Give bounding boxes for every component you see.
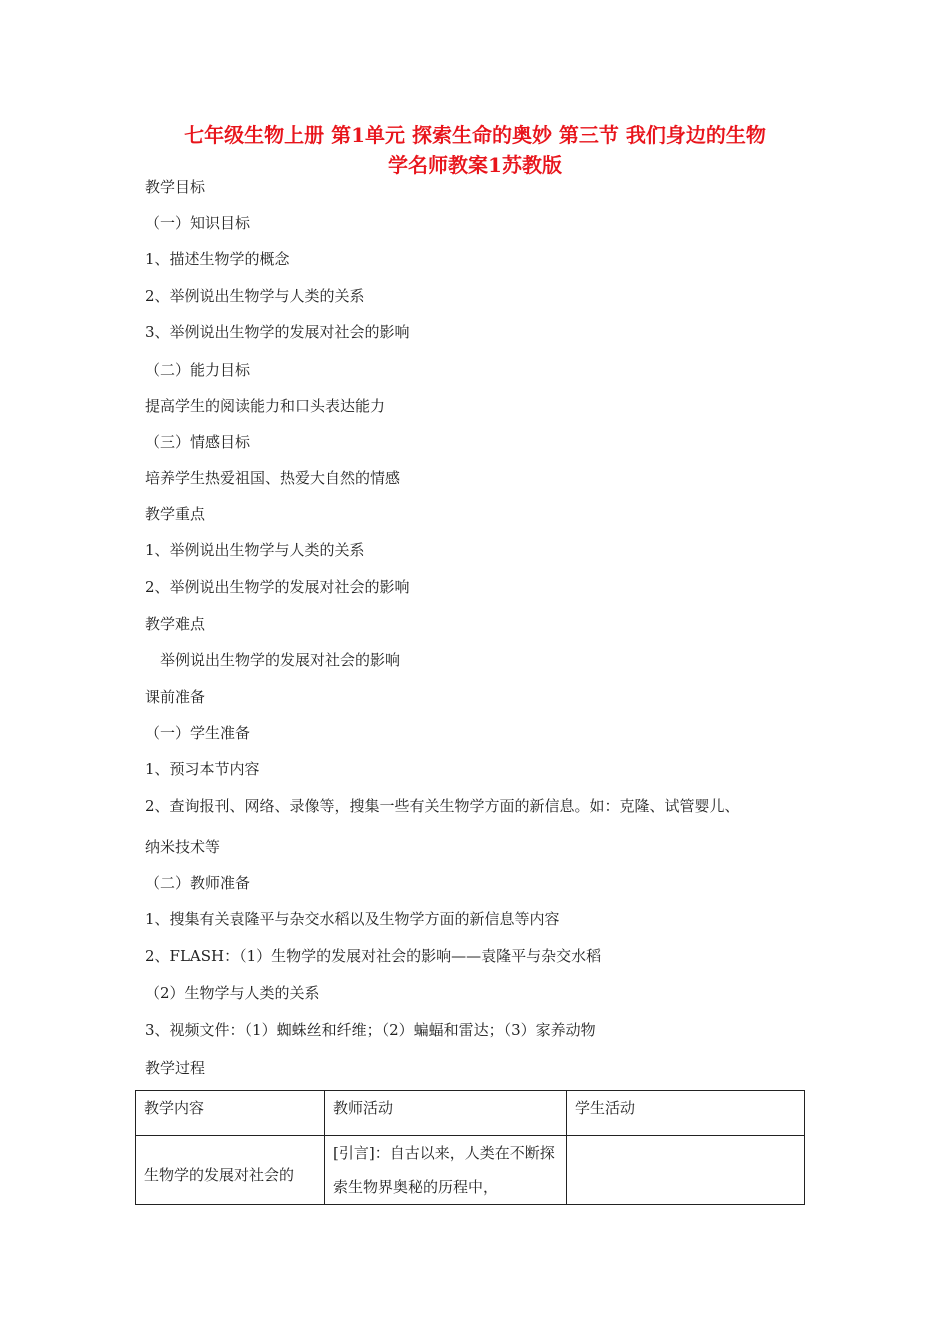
- difficulty-item: 举例说出生物学的发展对社会的影响: [160, 651, 401, 669]
- header-content: 教学内容: [136, 1091, 325, 1136]
- header-teacher-activity: 教师活动: [325, 1091, 567, 1136]
- teacher-prep-item-2-sub: （2）生物学与人类的关系: [145, 984, 320, 1002]
- document-title: [120, 120, 830, 180]
- key-point-2: 2、举例说出生物学的发展对社会的影响: [145, 578, 410, 596]
- cell-content: [136, 1136, 325, 1205]
- teaching-process-table: [135, 1090, 805, 1205]
- title-line-1: 七年级生物上册 第1单元 探索生命的奥妙 第三节 我们身边的生物: [184, 123, 766, 147]
- cell-teacher-activity-text: [引言]：自古以来，人类在不断探索生物界奥秘的历程中，: [333, 1144, 555, 1196]
- subheading-emotion: （三）情感目标: [145, 433, 251, 451]
- table-row: [136, 1136, 805, 1205]
- subheading-ability: （二）能力目标: [145, 361, 251, 379]
- section-heading-process: 教学过程: [145, 1059, 206, 1077]
- teacher-prep-item-2: 2、FLASH：（1）生物学的发展对社会的影响——袁隆平与杂交水稻: [145, 947, 602, 965]
- emotion-item: 培养学生热爱祖国、热爱大自然的情感: [145, 469, 401, 487]
- knowledge-item-2: 2、举例说出生物学与人类的关系: [145, 287, 365, 305]
- knowledge-item-1: 1、描述生物学的概念: [145, 250, 290, 268]
- teacher-prep-item-1: 1、搜集有关袁隆平与杂交水稻以及生物学方面的新信息等内容: [145, 910, 560, 928]
- key-point-1: 1、举例说出生物学与人类的关系: [145, 541, 365, 559]
- ability-item: 提高学生的阅读能力和口头表达能力: [145, 397, 386, 415]
- cell-teacher-activity: [325, 1136, 567, 1205]
- student-prep-item-2: 2、查询报刊、网络、录像等，搜集一些有关生物学方面的新信息。如：克隆、试管婴儿、: [145, 797, 740, 815]
- table-header-row: [136, 1091, 805, 1136]
- section-heading-key-points: 教学重点: [145, 505, 206, 523]
- subheading-teacher-prep: （二）教师准备: [145, 874, 251, 892]
- student-prep-item-1: 1、预习本节内容: [145, 760, 260, 778]
- title-line-2: 学名师教案1苏教版: [388, 153, 562, 177]
- knowledge-item-3: 3、举例说出生物学的发展对社会的影响: [145, 323, 410, 341]
- subheading-student-prep: （一）学生准备: [145, 724, 251, 742]
- section-heading-difficulty: 教学难点: [145, 615, 206, 633]
- section-heading-objectives: 教学目标: [145, 178, 206, 196]
- teacher-prep-item-3: 3、视频文件：（1）蜘蛛丝和纤维；（2）蝙蝠和雷达；（3）家养动物: [145, 1021, 596, 1039]
- subheading-knowledge: （一）知识目标: [145, 214, 251, 232]
- cell-student-activity: [567, 1136, 805, 1205]
- student-prep-item-2-cont: 纳米技术等: [145, 838, 221, 856]
- section-heading-preparation: 课前准备: [145, 688, 206, 706]
- cell-content-text: 生物学的发展对社会的: [144, 1166, 295, 1184]
- header-student-activity: 学生活动: [567, 1091, 805, 1136]
